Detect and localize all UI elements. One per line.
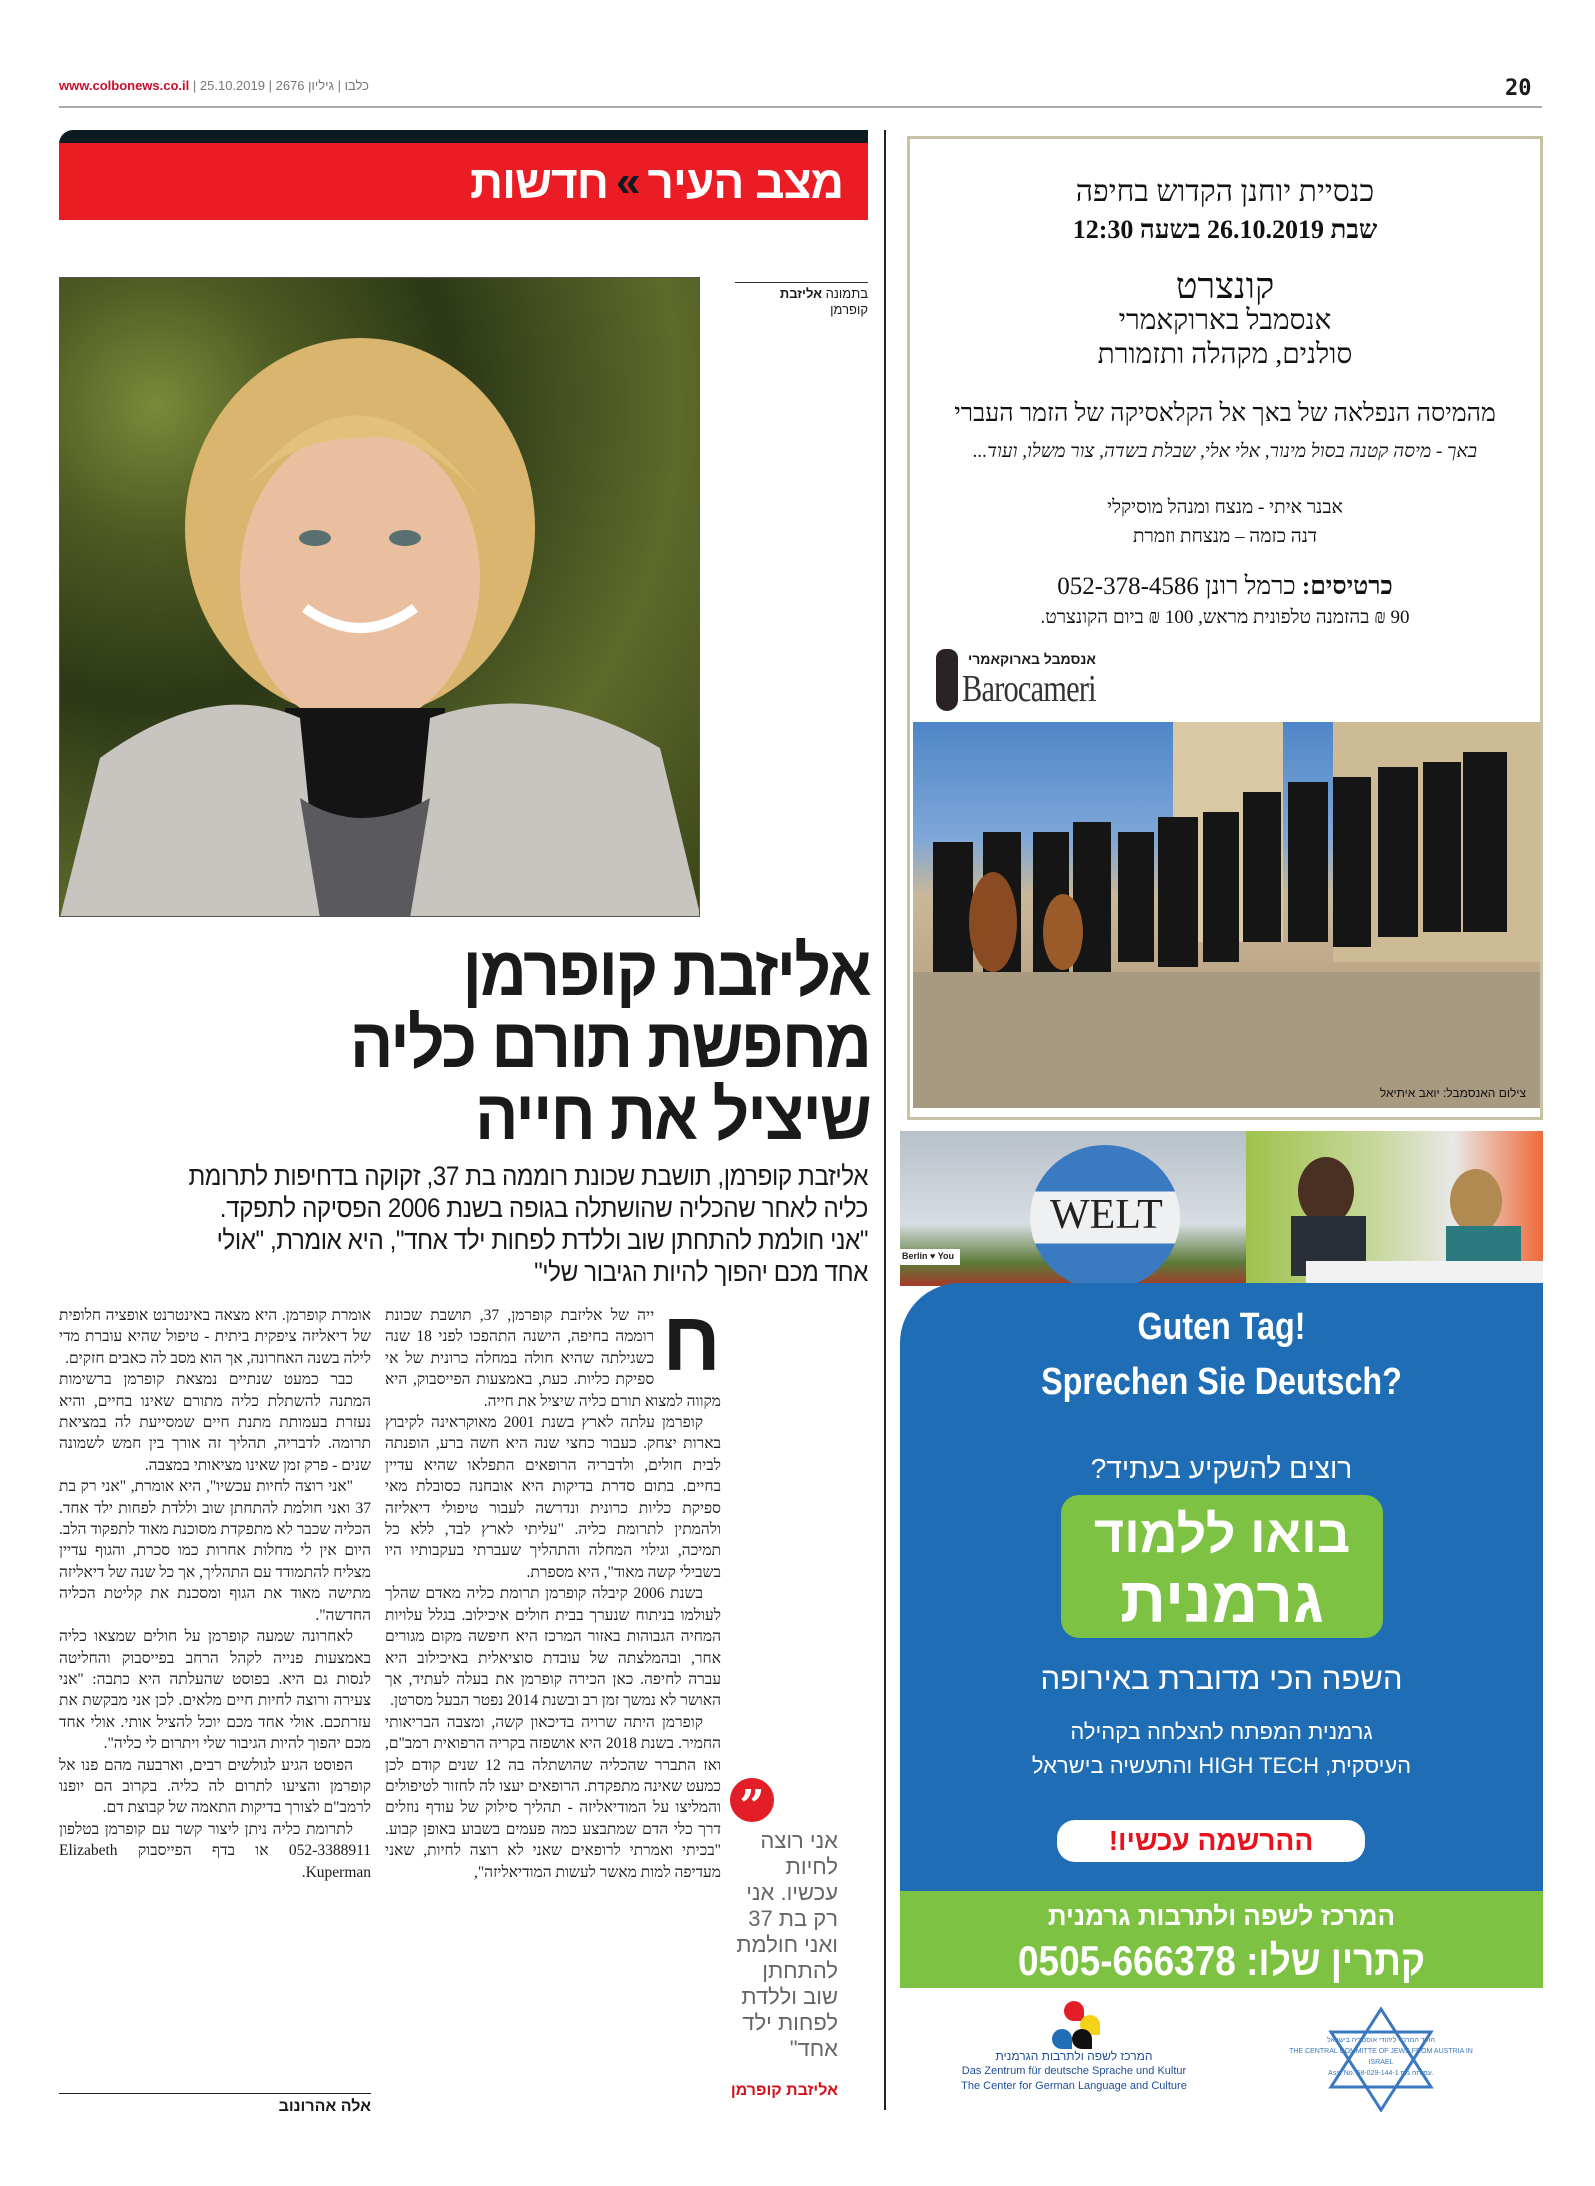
berlin-sign: Berlin ♥ You <box>900 1249 960 1265</box>
article-paragraph: ייה של אליזבת קופרמן, 37, תושבת שכונת רוממה בחיפה, הישנה התהפכו לפני 18 שנה כשגילתה שהיא חולה במחלה כרונית של אי ספיקת כליות. כעת, באמצעות הפייסבוק, היא מקווה למצוא תורם כליה שיציל את חייה. <box>385 1307 721 1410</box>
quote-icon: ” <box>730 1778 774 1822</box>
article-paragraph: קופרמן היתה שרויה בדיכאון קשה, ומצבה הבריאותי החמיר. בשנת 2018 היא אושפזה בקריה הרפואית רמב"ם, ואז התברר שהכליה שהושתלה בה 12 שנים קודם לכן כמעט שאינה מתפקדת. הרופאים יעצו לה לחזור לטיפולים והמליצו על המודיאליזה - תהליך סילוק של עודף נוזלים דרך כלי הדם שמתבצע כמה פעמים בשבוע באופן קבוע. "בכיתי ואמרתי לרופאים שאני לא רוצה לחיות, שאני מעדיפה למות מאשר לעשות המודיאליזה", <box>385 1713 722 1881</box>
logo-left-german: Das Zentrum für deutsche Sprache und Kultur <box>961 2065 1187 2077</box>
byline-divider <box>59 2093 371 2094</box>
german-center-logo-icon <box>1048 2001 1100 2049</box>
issue-date: 25.10.2019 <box>199 78 265 93</box>
byline: אלה אהרונוב <box>278 2098 371 2115</box>
article-paragraph: כבר כמעט שנתיים נמצאת קופרמן ברשימות המתנה להשתלת כליה מתורם שאינו בחיים, והיא נעזרת בעמותת מתנת חיים שמסייעת לה במציאת תרומה. לדבריה, תהליך זה אורך בין חמש לשמונה שנים - פרק זמן שאינו מציאותי במצבה. <box>59 1371 371 1474</box>
photo-caption <box>735 286 868 318</box>
portrait-photo <box>59 277 700 917</box>
logo-right-hebrew: הועד המרכזי ליהודי אוסטריה בישראל <box>1327 2037 1435 2044</box>
ad-prices: 90 ₪ בהזמנה טלפונית מראש, 100 ₪ ביום הקונצרט. <box>1040 607 1410 628</box>
question: רוצים להשקיע בעתיד? <box>1090 1453 1353 1484</box>
article-column-2 <box>59 1305 371 1883</box>
column-divider <box>884 130 886 2110</box>
berlin-photo <box>900 1131 1246 1286</box>
site-url[interactable]: www.colbonews.co.il <box>59 78 190 93</box>
headline-line: שיציל את חייה <box>475 1076 870 1154</box>
center-name: המרכז לשפה ולתרבות גרמנית <box>1047 1901 1396 1931</box>
ad-conductor: אבנר איתי - מנצח ומנהל מוסיקלי <box>1107 497 1343 518</box>
greeting-2: Sprechen Sie Deutsch? <box>1041 1361 1402 1403</box>
tagline: השפה הכי מדוברת באירופה <box>1040 1661 1403 1696</box>
page-header-info: www.colbonews.co.il | כלבו | גיליון 2676 | 25.10.2019 <box>59 78 369 93</box>
caption-name: אליזבת <box>779 286 822 301</box>
concert-advertisement <box>907 136 1543 1120</box>
ad-program-detail: באך - מיסה קטנה בסול מינור, אלי אלי, שבלת בשדה, צור משלו, ועוד... <box>972 441 1477 462</box>
article-paragraph: הפוסט הגיע לגולשים רבים, וארבעה מהם פנו אל קופרמן והציעו לתרום לה כליה. בקרוב הם יופנו לרמב"ם לצורך בדיקות התאמה של קבוצת דם. <box>59 1756 371 1817</box>
ad-title: קונצרט <box>1175 266 1275 306</box>
article-paragraph: בשנת 2006 קיבלה קופרמן תרומת כליה מאדם שהלך לעולמו בניתוח שנערך בבית חולים איכילוב. בגלל עלויות המחיה הגבוהות באזור המרכז היא חיפשה מקום מגורים אחר, ובהמלצתה של עובדת סוציאלית באיכילוב היא עברה לחיפה. כאן הכירה קופרמן את בעלה לעתיד, אך האושר לא נמשך זמן רב ובשנת 2014 נפטר הבעל מסרטן. <box>385 1585 721 1710</box>
section-banner-top <box>59 130 868 144</box>
ensemble-photo <box>913 722 1540 1108</box>
ad-venue: כנסיית יוחנן הקדוש בחיפה <box>1075 175 1375 208</box>
german-course-advertisement <box>900 1131 1543 2114</box>
logo-right-english: THE CENTRAL COMMITTE OF JEWS FROM AUSTRIA IN ISRAEL <box>1289 2048 1473 2066</box>
description-2: העיסקית, HIGH TECH והתעשיה בישראל <box>1031 1753 1412 1778</box>
article-paragraph: לאחרונה שמעה קופרמן על חולים שמצאו כליה באמצעות פנייה לקהל הרחב בפייסבוק והחליטה לנסות גם היא. בפוסט שהעלתה היא כתבה: "אני צעירה ורוצה לחיות חיים מלאים. לכן אני מבקשת את עזרתכם. אולי אחד מכם יוכל להציל אותי. אולי אחד מכם יהפוך להיות הגיבור שלי ויתרום לי כליה". <box>59 1628 371 1753</box>
article-headline <box>346 932 871 1154</box>
violin-icon <box>936 649 958 711</box>
publication-name: כלבו <box>344 78 369 93</box>
article-column-1 <box>385 1294 722 1883</box>
logo-left-hebrew: המרכז לשפה ולתרבות הגרמנית <box>995 2049 1153 2063</box>
welt-balloon <box>1030 1145 1180 1290</box>
cta-box <box>1061 1495 1383 1638</box>
article-paragraph: "אני רוצה לחיות עכשיו", היא אומרת, "אני רק בת 37 ואני חולמת להתחתן שוב וללדת לפחות ילד אחד. הכליה שכבר לא מתפקדת מסוכנת מאוד לתפקוד הלב. היום אין לי מחלות אחרות כמו סכרת, והגוף עדיין מצליח להתמודד עם התהליך, אך כל שנה של דיאליזה מתישה מאוד את הגוף ומסכנת את קליטת הכליה החדשה". <box>59 1478 371 1624</box>
ad-tickets <box>910 573 1540 601</box>
drop-cap: ח <box>662 1294 721 1388</box>
logo-latin: Barocameri <box>962 668 1096 710</box>
german-center-logo <box>959 2001 1189 2111</box>
pull-quote-author: אליזבת קופרמן <box>730 2082 838 2099</box>
issue-number: גיליון 2676 <box>275 78 335 93</box>
chevron-icon: » <box>615 156 640 206</box>
description-1: גרמנית המפתח להצלחה בקהילה <box>1070 1719 1373 1744</box>
ad-ensemble: אנסמבל בארוקאמרי <box>1118 305 1332 336</box>
tickets-label: כרטיסים: <box>1301 573 1393 600</box>
article-subhead: אליזבת קופרמן, תושבת שכונת רוממה בת 37, זקוקה בדחיפות לתרומת כליה לאחר שהכליה שהושתלה בגופה בשנת 2006 הפסיקה לתפקד. "אני חולמת להתחתן שוב וללדת לפחות ילד אחד", היא אומרת, "אולי אחד מכם יהפוך להיות הגיבור שלי" <box>188 1161 869 1287</box>
contact-phone[interactable]: קתרין שלו: 0505-666378 <box>1017 1937 1426 1984</box>
students-photo <box>1246 1131 1543 1286</box>
caption-divider <box>735 282 868 283</box>
logo-left-english: The Center for German Language and Culture <box>961 2080 1187 2092</box>
cta-line-1: בואו ללמוד <box>1093 1506 1351 1564</box>
section-title: מצב העיר <box>647 155 843 208</box>
ad-performers: סולנים, מקהלה ותזמורת <box>1097 339 1353 370</box>
austrian-jews-committee-logo <box>1281 2007 1481 2112</box>
tickets-contact[interactable]: כרמל רונן 052-378-4586 <box>1057 573 1296 600</box>
cta-line-2: גרמנית <box>1120 1564 1324 1636</box>
caption-prefix: בתמונה <box>825 286 868 301</box>
ad-conductor-2: דנה כזמה – מנצחת וזמרת <box>1132 526 1318 547</box>
ad-date: שבת 26.10.2019 בשעה 12:30 <box>1072 215 1378 244</box>
article-paragraph: לתרומת כליה ניתן ליצור קשר עם קופרמן בטלפון 052-3388911 או בדף הפייסבוק Elizabeth Kuperman. <box>59 1820 371 1881</box>
ad-program: מהמיסה הנפלאה של באך אל הקלאסיקה של הזמר העברי <box>954 400 1496 427</box>
pull-quote: אני רוצה לחיות עכשיו. אני רק בת 37 ואני חולמת להתחתן שוב וללדת לפחות ילד אחד" <box>736 1828 838 2061</box>
section-subtitle: חדשות <box>470 155 608 208</box>
article-paragraph: קופרמן עלתה לארץ בשנת 2001 מאוקראינה לקיבוץ בארות יצחק. כעבור כחצי שנה היא חשה ברע, הופנתה לבית חולים, ולדבריה הרופאים התפלאו שהיא עדיין בחיים. בתום סדרת בדיקות היא אובחנה כסובלת מאי ספיקת כליות כרונית ונדרשה לעבור טיפולי דיאליזה ולהמתין לתרומת כליה. "עליתי לארץ לבד, ללא כל תמיכה, וגילוי המחלה והתהליך שעברתי בעקבותיו היו בשבילי קשה מאוד", היא מספרת. <box>385 1414 721 1581</box>
section-banner <box>59 143 868 220</box>
barocameri-logo <box>928 639 1158 717</box>
logo-hebrew: אנסמבל בארוקאמרי <box>968 651 1096 667</box>
headline-line: אליזבת קופרמן <box>462 932 870 1010</box>
page-number: 20 <box>1505 76 1532 101</box>
header-divider <box>59 106 1542 108</box>
balloon-text: WELT <box>1050 1192 1163 1238</box>
photo-credit: צילום האנסמבל: יואב איתיאל <box>1379 1086 1526 1100</box>
article-paragraph: אומרת קופרמן. היא מצאה באינטרנט אופציה חלופית של דיאליזה ציפקית ביתית - טיפול שהיא עוברת מדי לילה בשנה האחרונה, אך הוא מסב לה כאבים חזקים. <box>59 1307 371 1367</box>
caption-name-2: קופרמן <box>830 302 868 317</box>
headline-line: מחפשת תורם כליה <box>349 1004 871 1082</box>
register-now-button[interactable]: ההרשמה עכשיו! <box>1057 1820 1365 1862</box>
greeting-1: Guten Tag! <box>1137 1306 1306 1348</box>
logo-right-reg: Ass. No. 58-029-144-1 עמותה מס. <box>1328 2070 1434 2077</box>
